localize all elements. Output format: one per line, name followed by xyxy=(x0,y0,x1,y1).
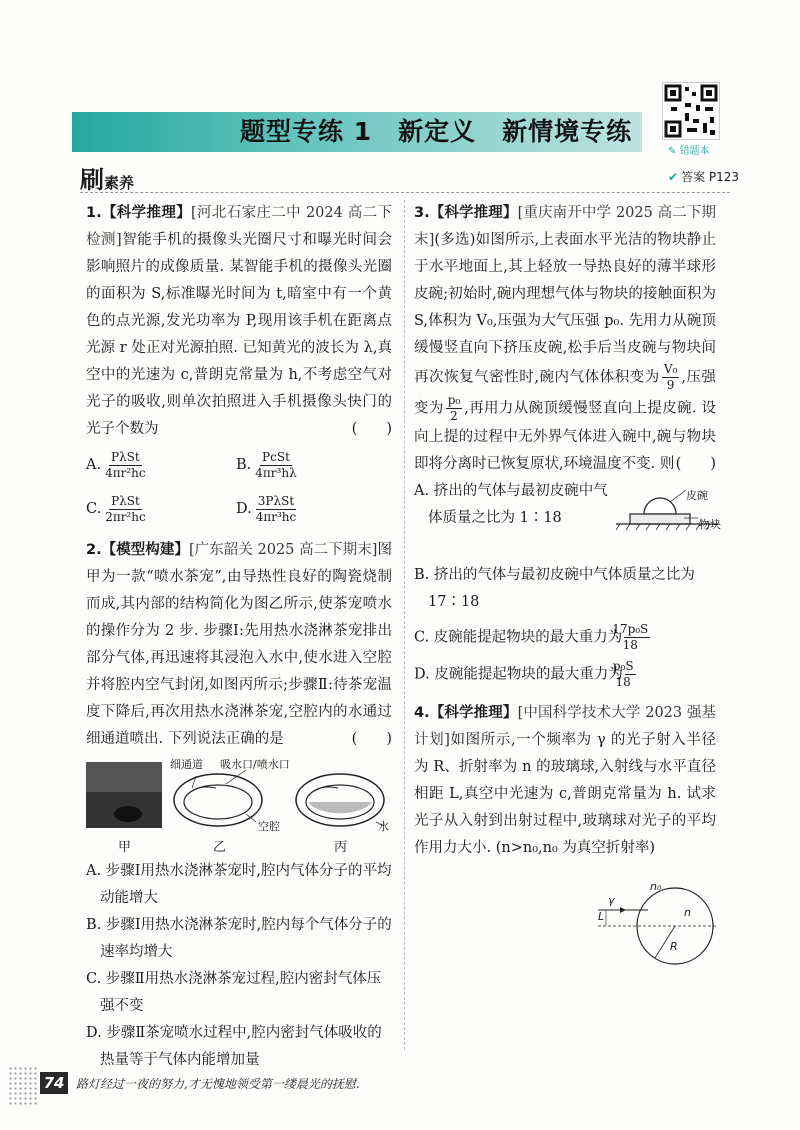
q1-option-label: A. xyxy=(86,456,102,473)
page-number: 74 xyxy=(40,1072,68,1094)
q3-stem-a: (多选)如图所示,上表面水平光洁的物块静止于水平地面上,其上轻放一导热良好的薄半球形皮碗;初始时,碗内理想气体与物块的接触面积为 S,体积为 V₀,压强为大气压强 p₀. 先用力从碗顶缓慢竖直向下挤压皮碗,松手后当皮碗与物块间再次恢复气密性时,碗内气体体积变为 xyxy=(414,232,716,386)
q3-figure xyxy=(614,480,724,540)
q2-options xyxy=(86,858,392,1074)
q3-option-d[interactable] xyxy=(414,659,716,690)
qr-code[interactable] xyxy=(662,82,720,140)
q3-option-c[interactable] xyxy=(414,622,716,653)
q2-option-label: A. xyxy=(86,863,102,879)
right-column xyxy=(414,200,721,862)
q4-tag: 【科学推理】 xyxy=(429,705,518,721)
q2-option-label: D. xyxy=(86,1025,102,1041)
fraction-denominator: 18 xyxy=(622,638,638,652)
q1-option-b[interactable] xyxy=(236,443,386,487)
left-column xyxy=(86,200,392,753)
q4-label-n0: n₀ xyxy=(650,880,662,893)
q4-label-n: n xyxy=(684,906,691,919)
fraction-numerator: PλSt xyxy=(110,449,140,464)
q1-option-label: D. xyxy=(236,500,252,517)
fraction-denominator: 4πr³hc xyxy=(255,509,297,524)
q3-label-block: 物块 xyxy=(699,518,721,531)
fraction-denominator: 4πr²hc xyxy=(105,465,146,480)
q1-tag: 【科学推理】 xyxy=(101,205,192,221)
q2-caption-bing: 丙 xyxy=(334,840,348,855)
q4-label-r: R xyxy=(670,940,678,953)
q2-option-c[interactable] xyxy=(86,966,392,1020)
answer-ref-text: 答案 P123 xyxy=(681,170,740,184)
q2-caption-yi: 乙 xyxy=(213,840,227,855)
q2-source: [广东韶关 2025 高二下期末] xyxy=(188,542,378,558)
fraction-denominator: 4πr³hλ xyxy=(255,465,297,480)
q1-number: 1. xyxy=(86,205,102,221)
q4-number: 4. xyxy=(414,705,430,721)
q3-option-d-text: D. 皮碗能提起物块的最大重力为 xyxy=(414,666,623,683)
q3-option-c-fraction xyxy=(612,622,650,653)
q4-figure xyxy=(590,880,720,970)
footer-motto: 路灯经过一夜的努力,才无愧地领受第一缕晨光的抚慰. xyxy=(76,1077,360,1091)
column-divider xyxy=(404,200,405,1050)
footer-dots xyxy=(8,1066,38,1106)
q1-option-a[interactable] xyxy=(86,443,236,487)
q2-option-label: B. xyxy=(86,917,102,933)
q2-tag: 【模型构建】 xyxy=(101,542,189,558)
q3-option-b[interactable]: B. 挤出的气体与最初皮碗中气体质量之比为 17∶18 xyxy=(414,567,695,610)
q2-label-water: 水 xyxy=(378,820,389,833)
q4-source: [中国科学技术大学 2023 强基计划] xyxy=(414,705,717,748)
q2-option-b[interactable] xyxy=(86,912,392,966)
q3-tag: 【科学推理】 xyxy=(429,205,518,221)
fraction-numerator: 17p₀S xyxy=(612,622,649,636)
q2-option-label: C. xyxy=(86,971,102,987)
section-heading xyxy=(80,160,134,195)
q3-label-bowl: 皮碗 xyxy=(686,489,708,502)
q2-option-text: 步骤Ⅰ用热水浇淋茶宠时,腔内每个气体分子的速率均增大 xyxy=(100,917,392,960)
q2-label-channel: 细通道 xyxy=(170,758,203,771)
q1-option-fraction xyxy=(103,494,148,525)
section-char: 刷 xyxy=(80,166,104,194)
fraction-denominator: 18 xyxy=(615,675,631,689)
q2-option-text: 步骤Ⅱ茶宠喷水过程中,腔内密封气体吸收的热量等于气体内能增加量 xyxy=(100,1025,382,1068)
q2-option-a[interactable] xyxy=(86,858,392,912)
q4-label-l: L xyxy=(598,910,605,923)
question-2 xyxy=(86,537,392,753)
q3-number: 3. xyxy=(414,205,430,221)
q3-answer-blank[interactable]: ( ) xyxy=(675,456,716,472)
q3-source: [重庆南开中学 2025 高二下期末] xyxy=(414,205,717,248)
question-4 xyxy=(414,700,716,862)
q2-caption-jia: 甲 xyxy=(118,840,132,855)
q1-stem: 智能手机的摄像头光圈尺寸和曝光时间会影响照片的成像质量. 某智能手机的摄像头光圈的面积为 S,标准曝光时间为 t,暗室中有一个黄色的点光源,发光功率为 P,现用该手机在距离点光源 r 处正对光源拍照. 已知黄光的波长为 λ,真空中的光速为 c,普朗克常量为 h,不考虑空气对光子的吸收,则单次拍照进入手机摄像头快门的光子个数为 xyxy=(86,232,392,437)
q1-source: [河北石家庄二中 2024 高二下检测] xyxy=(86,205,392,248)
q3-option-a[interactable]: A. 挤出的气体与最初皮碗中气体质量之比为 1∶18 xyxy=(414,483,608,526)
fraction-numerator: PcSt xyxy=(262,449,290,464)
q2-label-cavity: 空腔 xyxy=(258,820,280,833)
q2-label-mouth: 吸水口/喷水口 xyxy=(220,758,290,771)
page-title: 题型专练 1 新定义 新情境专练 xyxy=(240,117,633,146)
fraction-denominator: 9 xyxy=(666,378,675,392)
fraction-numerator: p₀ xyxy=(447,393,461,407)
fraction-numerator: 3PλSt xyxy=(257,493,295,508)
q2-number: 2. xyxy=(86,542,102,558)
q1-option-fraction xyxy=(253,450,298,481)
q1-options xyxy=(86,443,392,531)
q3-volume-fraction xyxy=(662,362,679,393)
q2-option-text: 步骤Ⅰ用热水浇淋茶宠时,腔内气体分子的平均动能增大 xyxy=(100,863,392,906)
q3-option-a-row xyxy=(414,478,721,562)
q1-option-fraction xyxy=(254,494,299,525)
q3-stem-c: ,再用力从碗顶缓慢竖直向上提皮碗. 设向上提的过程中无外界气体进入碗中,碗与物块即将分离时已恢复原状,环境温度不变. 则 xyxy=(414,400,716,472)
q2-answer-blank[interactable]: ( ) xyxy=(351,731,392,747)
fraction-denominator: 2πr²hc xyxy=(105,509,146,524)
q4-stem: 如图所示,一个频率为 γ 的光子射入半径为 R、折射率为 n 的玻璃球,入射线与水平直径相距 L,真空中光速为 c,普朗克常量为 h. 试求光子从入射到出射过程中,玻璃球对光子的平均作用力大小. (n>n₀,n₀ 为真空折射率) xyxy=(414,732,716,856)
q1-option-label: C. xyxy=(86,500,102,517)
fraction-numerator: V₀ xyxy=(663,362,678,376)
q3-pressure-fraction xyxy=(446,393,463,424)
fraction-numerator: PλSt xyxy=(111,493,140,508)
q2-stem: 图甲为一款“喷水茶宠”,由导热性良好的陶瓷烧制而成,其内部的结构简化为图乙所示,使茶宠喷水的操作分为 2 步. 步骤Ⅰ:先用热水浇淋茶宠排出部分气体,再迅速将其浸泡入水中,使水进入空腔并将腔内空气封闭,如图丙所示;步骤Ⅱ:待茶宠温度下降后,再次用热水浇淋茶宠,空腔内的水通过细通道喷出. 下列说法正确的是 xyxy=(86,542,393,747)
q3-option-c-text: C. 皮碗能提起物块的最大重力为 xyxy=(414,629,623,646)
q1-answer-blank[interactable]: ( ) xyxy=(351,421,392,437)
q3-option-d-fraction xyxy=(612,659,636,690)
q1-option-d[interactable] xyxy=(236,487,386,531)
q4-label-gamma: γ xyxy=(608,894,615,907)
q2-option-d[interactable] xyxy=(86,1020,392,1074)
q1-option-label: B. xyxy=(236,456,252,473)
q2-option-text: 步骤Ⅱ用热水浇淋茶宠过程,腔内密封气体压强不变 xyxy=(100,971,382,1014)
q3-stem-b: ,压强变为 xyxy=(414,369,717,417)
question-3 xyxy=(414,200,716,478)
q1-option-c[interactable] xyxy=(86,487,236,531)
check-icon: ✔ xyxy=(668,170,679,184)
fraction-numerator: p₀S xyxy=(612,659,634,673)
q1-option-fraction xyxy=(103,450,148,481)
qr-label-text: 错题本 xyxy=(679,146,710,157)
answer-reference[interactable] xyxy=(668,168,739,185)
section-name: 素养 xyxy=(104,174,135,192)
fraction-denominator: 2 xyxy=(450,409,458,423)
question-1 xyxy=(86,200,392,531)
q2-figure xyxy=(86,756,392,856)
header-rule xyxy=(80,192,730,193)
qr-label: ✎ 错题本 xyxy=(668,146,710,157)
